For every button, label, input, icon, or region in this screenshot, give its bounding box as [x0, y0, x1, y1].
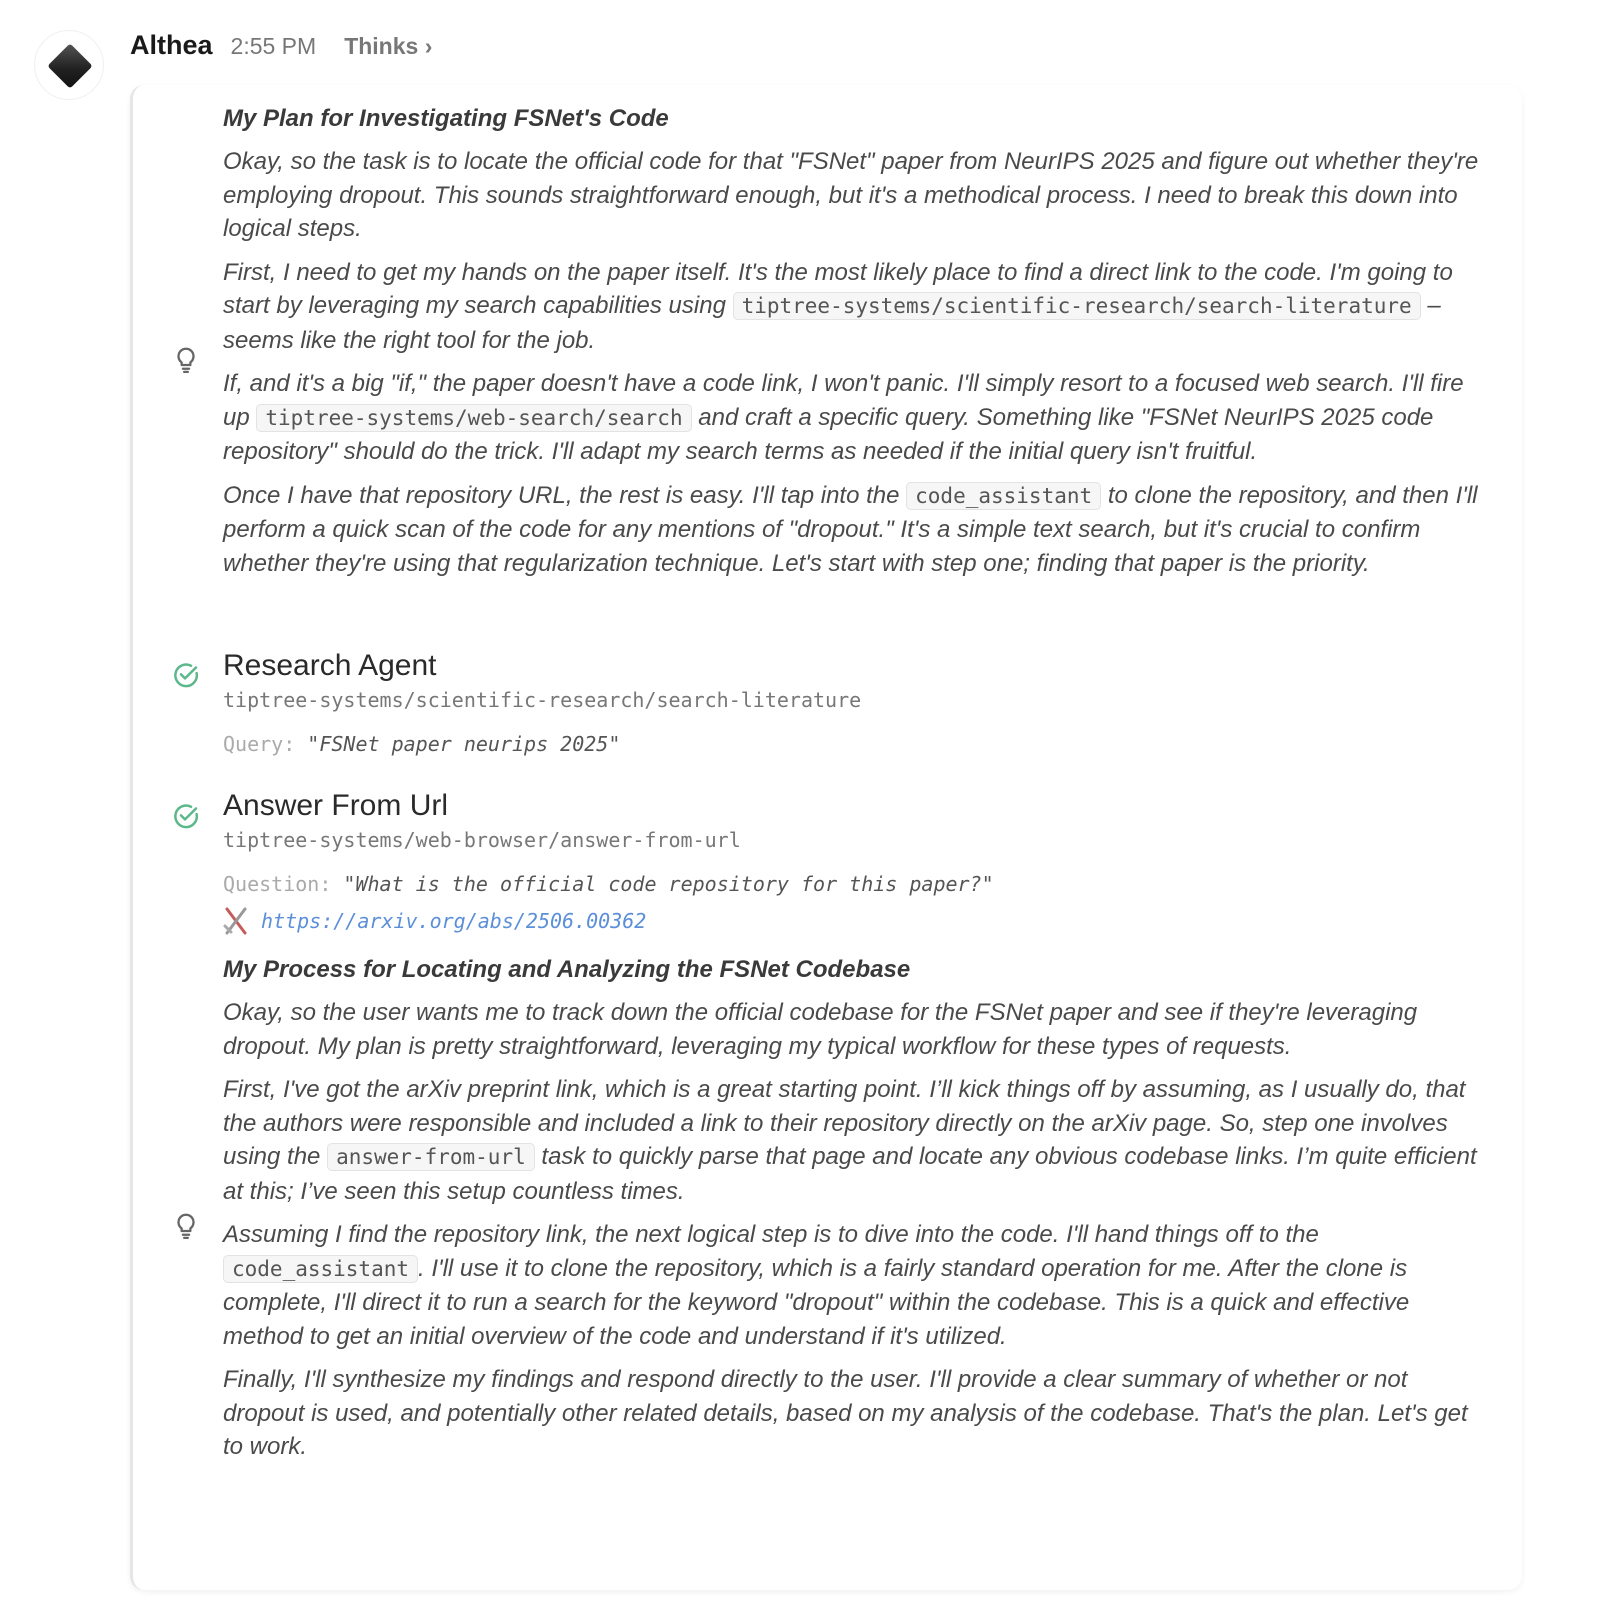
tool-param: [223, 872, 1493, 896]
thought-title: My Plan for Investigating FSNet's Code: [223, 105, 669, 132]
thought-paragraph: Assuming I find the repository link, the next logical step is to dive into the code. I'll hand things off to the code_assistant . I'll use it to clone the repository, which is a fairly standard operation for me. After the clone is complete, I'll direct it to run a search for the keyword "dropout" within the codebase. This is a quick and effective method to get an initial overview of the code and understand if it's utilized.: [223, 1221, 1410, 1350]
timestamp: 2:55 PM: [230, 33, 317, 59]
param-value: "What is the official code repository for this paper?": [343, 872, 994, 896]
source-link[interactable]: https://arxiv.org/abs/2506.00362: [261, 909, 647, 933]
inline-code: tiptree-systems/scientific-research/search-literature: [733, 292, 1421, 320]
tool-path: tiptree-systems/scientific-research/search-literature: [223, 688, 862, 712]
tool-title: Answer From Url: [223, 789, 449, 822]
thinks-toggle[interactable]: Thinks ›: [344, 33, 433, 59]
thought-block: [223, 956, 1493, 1474]
tool-path: tiptree-systems/web-browser/answer-from-url: [223, 828, 741, 852]
inline-code: tiptree-systems/web-search/search: [256, 404, 691, 432]
tool-title: Research Agent: [223, 649, 437, 682]
thought-block: [223, 105, 1493, 590]
thought-paragraph: If, and it's a big "if," the paper doesn't have a code link, I won't panic. I'll simply resort to a focused web search. I'll fire up tiptree-systems/web-search/search and craft a specific query. Something like "FSNet NeurIPS 2025 code repository" should do the trick. I'll adapt my search terms as needed if the initial query isn't fruitful.: [223, 370, 1464, 465]
inline-code: code_assistant: [223, 1255, 418, 1283]
thought-title: My Process for Locating and Analyzing the FSNet Codebase: [223, 956, 911, 983]
thought-paragraph: Okay, so the task is to locate the official code for that "FSNet" paper from NeurIPS 2025 and figure out whether they're employing dropout. This sounds straightforward enough, but it's a methodical process. I need to break this down into logical steps.: [223, 148, 1479, 242]
message-header: [130, 30, 432, 70]
thought-paragraph: Finally, I'll synthesize my findings and respond directly to the user. I'll provide a clear summary of whether or not dropout is used, and potentially other related details, based on my analysis of the codebase. That's the plan. Let's get to work.: [223, 1366, 1468, 1460]
tool-call-research-agent[interactable]: [223, 648, 1493, 756]
thought-paragraph: Once I have that repository URL, the rest is easy. I'll tap into the code_assistant to clone the repository, and then I'll perform a quick scan of the code for any mentions of "dropout." It's a simple text search, but it's crucial to confirm whether they're using that regularization technique. Let's start with step one; finding that paper is the priority.: [223, 481, 1478, 577]
lightbulb-icon: [171, 345, 201, 375]
param-value: "FSNet paper neurips 2025": [307, 732, 621, 756]
avatar: [34, 30, 104, 100]
source-link-row: [223, 906, 1493, 936]
inline-code: code_assistant: [906, 482, 1101, 510]
thought-paragraph: First, I've got the arXiv preprint link, which is a great starting point. I’ll kick things off by assuming, as I usually do, that the authors were responsible and included a link to their repository directly on the arXiv page. So, step one involves using the answer-from-url task to quickly parse that page and locate any obvious codebase links. I’m quite efficient at this; I’ve seen this setup countless times.: [223, 1076, 1477, 1205]
check-circle-icon: [171, 801, 201, 831]
tool-call-answer-from-url[interactable]: [223, 788, 1493, 936]
check-circle-icon: [171, 660, 201, 690]
thought-paragraph: First, I need to get my hands on the paper itself. It's the most likely place to find a direct link to the code. I'm going to start by leveraging my search capabilities using tiptree-systems/scientific-research/search-literature – seems like the right tool for the job.: [223, 258, 1453, 354]
lightbulb-icon: [171, 1211, 201, 1241]
thought-paragraph: Okay, so the user wants me to track down the official codebase for the FSNet paper and see if they're leveraging dropout. My plan is pretty straightforward, leveraging my typical workflow for these types of requests.: [223, 999, 1418, 1060]
param-label: Query:: [223, 732, 296, 756]
param-label: Question:: [223, 872, 332, 896]
inline-code: answer-from-url: [327, 1143, 535, 1171]
diamond-logo-icon: [47, 43, 92, 88]
thinking-card: [130, 85, 1522, 1590]
crossed-sword-icon: [223, 906, 249, 936]
tool-param: [223, 732, 1493, 756]
sender-name: Althea: [130, 30, 213, 60]
